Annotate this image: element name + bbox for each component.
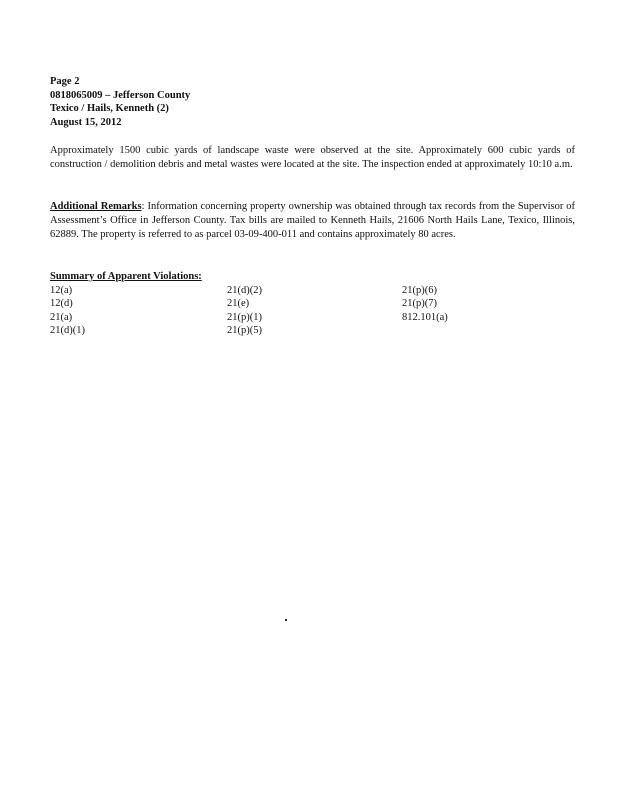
violation-item: 21(p)(6) (402, 284, 437, 296)
page-number: Page 2 (50, 76, 80, 87)
violation-item: 21(p)(5) (227, 325, 262, 336)
violation-item: 21(d)(2) (227, 284, 262, 296)
violation-item: 21(p)(1) (227, 311, 262, 323)
violations-grid (50, 284, 570, 340)
inspection-paragraph: Approximately 1500 cubic yards of landscape waste were observed at the site. Approximately 600 cubic yards of construction / demolition debris and metal wastes were located at the site. The inspection ended at approximately 10:10 a.m. (50, 145, 575, 170)
page-header (50, 75, 190, 129)
violations-column (50, 284, 85, 338)
violation-item: 12(a) (50, 284, 73, 296)
additional-remarks-paragraph (50, 200, 575, 241)
violation-item: 21(p)(7) (402, 298, 437, 309)
violations-section (50, 270, 570, 340)
scan-speck (285, 619, 287, 621)
site-name: Texico / Hails, Kenneth (2) (50, 103, 169, 114)
violation-item: 812.101(a) (402, 311, 448, 323)
violations-column (227, 284, 262, 338)
case-number: 0818065009 – Jefferson County (50, 89, 191, 101)
violation-item: 21(d)(1) (50, 325, 85, 336)
violations-title: Summary of Apparent Violations: (50, 271, 202, 282)
additional-remarks-text: : Information concerning property ownership was obtained through tax records from the Supervisor of Assessment’s Office in Jefferson County. Tax bills are mailed to Kenneth Hails, 21606 North Hails Lane, Texico, Illinois, 62889. The property is referred to as parcel 03-09-400-011 and contains approximately 80 acres. (50, 201, 575, 240)
violation-item: 12(d) (50, 298, 73, 309)
violation-item: 21(a) (50, 311, 73, 323)
report-date: August 15, 2012 (50, 116, 122, 128)
violations-column (402, 284, 448, 325)
additional-remarks-label: Additional Remarks (50, 201, 142, 212)
violation-item: 21(e) (227, 298, 250, 309)
